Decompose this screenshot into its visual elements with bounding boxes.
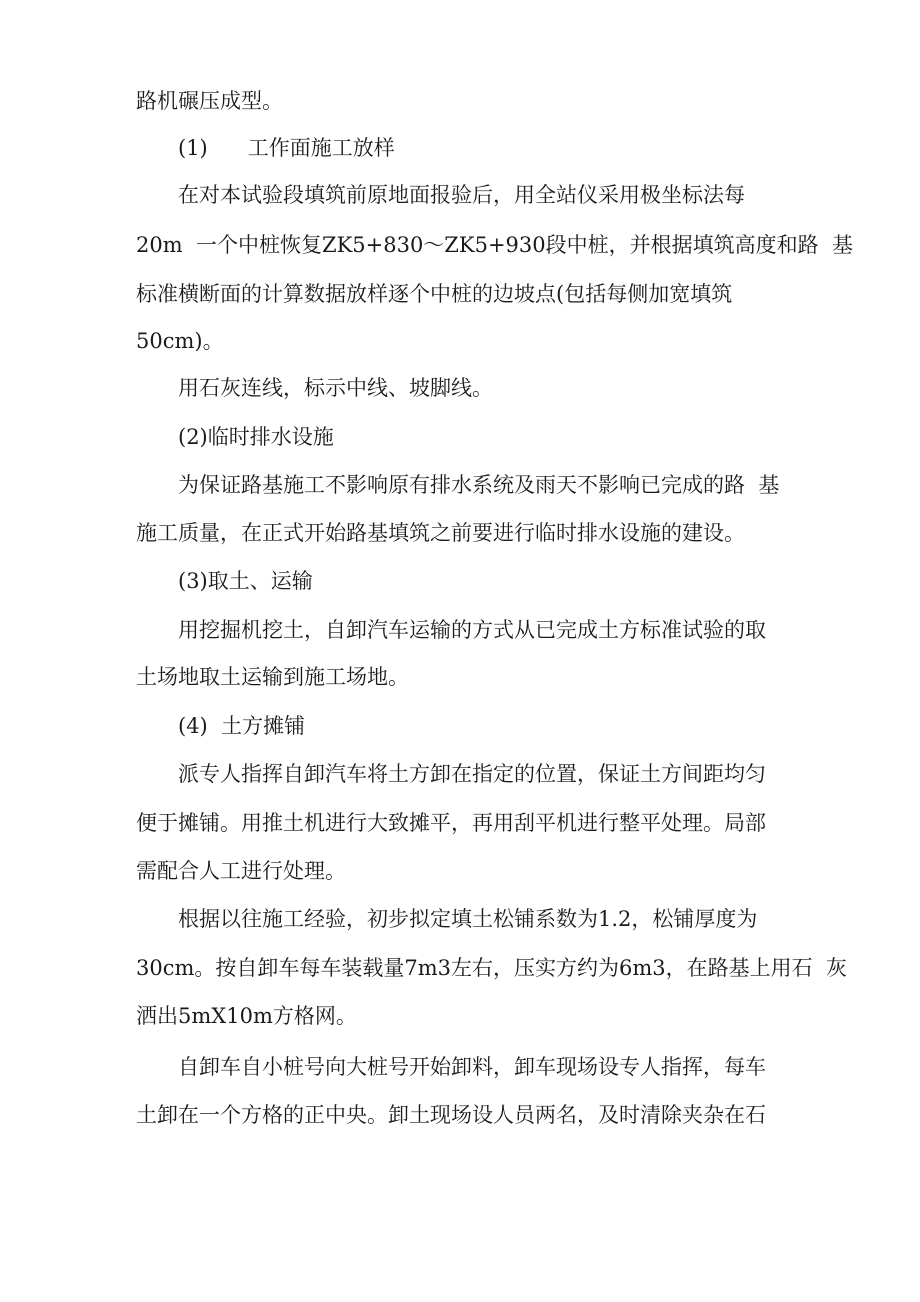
- text-line: 用挖掘机挖土，自卸汽车运输的方式从已完成土方标准试验的取: [178, 618, 766, 642]
- section-heading: (4) 土方摊铺: [178, 714, 306, 738]
- text-line: 标准横断面的计算数据放样逐个中桩的边坡点(包括每侧加宽填筑: [136, 282, 733, 306]
- text-line: 土场地取土运输到施工场地。: [136, 665, 409, 689]
- text-line: 30cm。按自卸车每车装载量7m3左右，压实方约为6m3，在路基上用石 灰: [136, 956, 848, 980]
- text-line: 洒出5mX10m方格网。: [136, 1004, 357, 1028]
- text-line: 需配合人工进行处理。: [136, 859, 346, 883]
- text-line: 施工质量，在正式开始路基填筑之前要进行临时排水设施的建设。: [136, 521, 745, 545]
- text-line: 路机碾压成型。: [136, 89, 283, 113]
- text-line: 自卸车自小桩号向大桩号开始卸料，卸车现场设专人指挥，每车: [178, 1055, 766, 1079]
- text-line: 用石灰连线，标示中线、坡脚线。: [178, 376, 493, 400]
- text-line: 50cm)。: [136, 329, 224, 353]
- section-heading: (3)取土、运输: [178, 569, 313, 593]
- text-line: 便于摊铺。用推土机进行大致摊平，再用刮平机进行整平处理。局部: [136, 811, 766, 835]
- section-heading: (2)临时排水设施: [178, 425, 334, 449]
- section-heading: (1) 工作面施工放样: [178, 136, 395, 160]
- text-line: 根据以往施工经验，初步拟定填土松铺系数为1.2，松铺厚度为: [178, 907, 758, 931]
- text-line: 派专人指挥自卸汽车将土方卸在指定的位置，保证土方间距均匀: [178, 762, 766, 786]
- text-line: 在对本试验段填筑前原地面报验后，用全站仪采用极坐标法每: [178, 183, 745, 207]
- text-line: 20m 一个中桩恢复ZK5+830～ZK5+930段中桩，并根据填筑高度和路 基: [136, 233, 853, 257]
- text-line: 为保证路基施工不影响原有排水系统及雨天不影响已完成的路 基: [178, 473, 780, 497]
- text-line: 土卸在一个方格的正中央。卸土现场设人员两名，及时清除夹杂在石: [136, 1103, 766, 1127]
